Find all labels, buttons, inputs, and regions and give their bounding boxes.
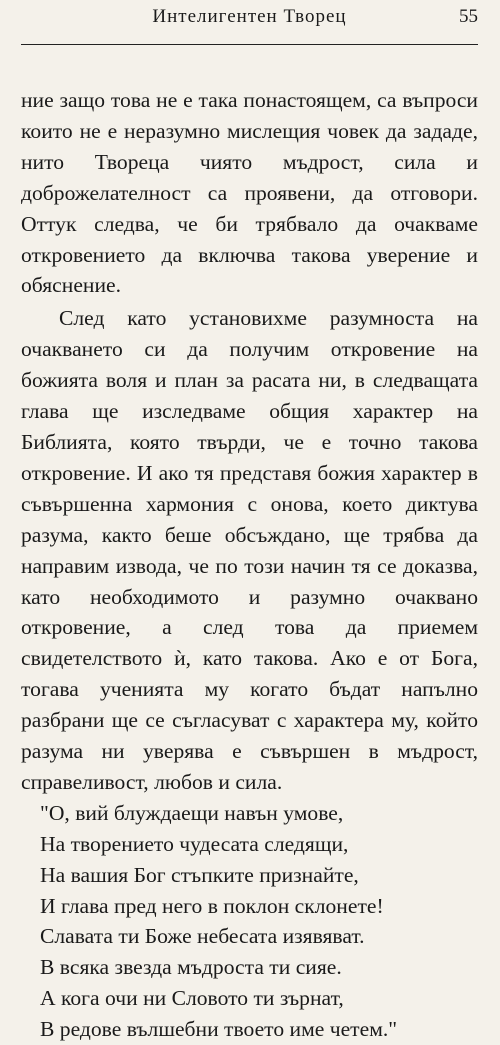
poem-line: На вашия Бог стъпките признайте,: [40, 862, 359, 887]
poem-line: На творението чудесата следящи,: [40, 831, 349, 856]
paragraph: След като установихме разумноста на очакването си да получим откровение на божията воля и план за расата ни, в следващата глава ще изследваме общия характер на Библията, която твърди, че е точно такова откровение. И ако тя представя божия характер в съвършенна хармония с онова, което диктува разума, както беше обсъждано, ще трябва да направим извода, че по този начин тя се доказва, като необходимото и разумно очаквано откровение, а след това да приемем свидетелството ѝ, като такова. Ако е от Бога, тогава ученията му когато бъдат напълно разбрани ще се съгласуват с характера му, който разума ни уверява е съвършен в мъдрост, справеливост, любов и сила.: [21, 306, 478, 794]
poem-line: Славата ти Боже небесата изявяват.: [40, 924, 365, 949]
page-number: 55: [459, 6, 478, 27]
poem-line: И глава пред него в поклон склонете!: [40, 893, 384, 918]
poem-line: А кога очи ни Словото ти зърнат,: [40, 986, 344, 1011]
page-body: [21, 85, 478, 1045]
poem-line: В редове вълшебни твоето име четем.": [40, 1017, 398, 1042]
paragraph-continued: ние защо това не е така понастоящем, са въпроси които не е неразумно мислещия човек да зададе, нито Твореца чиято мъдрост, сила и доброжелателност са проявени, да отговори. Оттук следва, че би трябвало да очакваме откровението да включва такова уверение и обяснение.: [21, 88, 478, 298]
poem-line: "О, вий блуждаещи навън умове,: [40, 800, 344, 825]
poem-quote: [21, 798, 478, 1045]
running-title: Интелигентен Творец: [152, 6, 347, 27]
running-head: [21, 0, 478, 45]
poem-line: В всяка звезда мъдроста ти сияе.: [40, 955, 342, 980]
